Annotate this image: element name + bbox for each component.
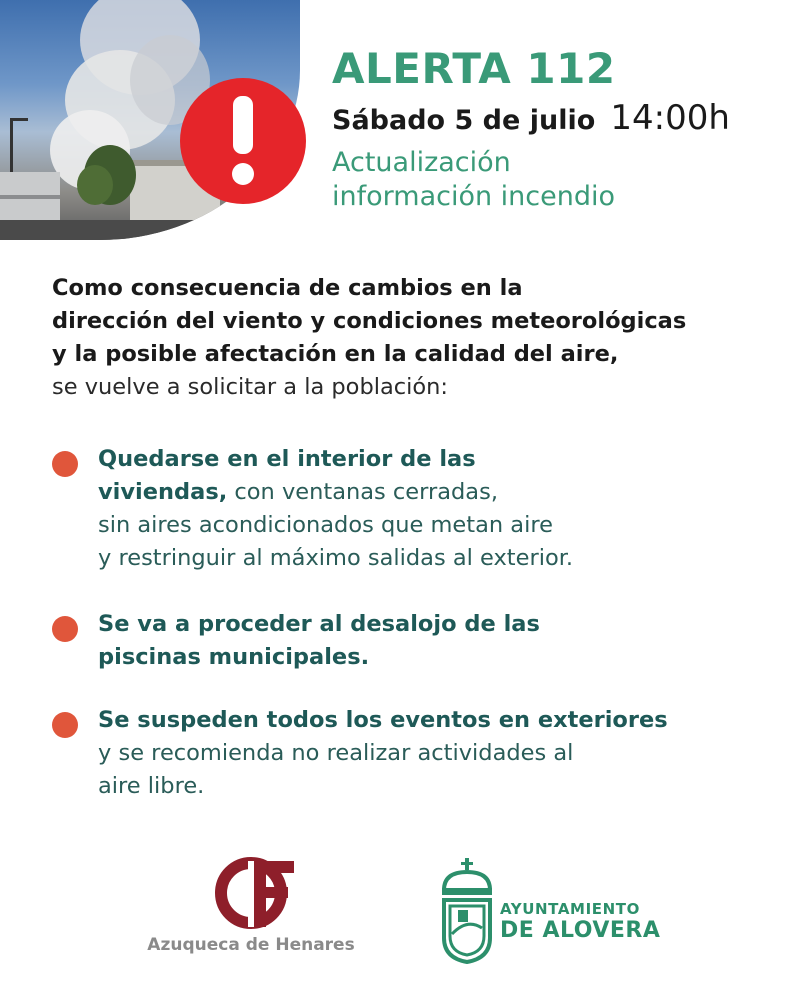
intro-bold-line: y la posible afectación en la calidad del aire, bbox=[52, 341, 619, 367]
item-bold-text: piscinas municipales. bbox=[98, 644, 370, 670]
alovera-line-2: DE ALOVERA bbox=[500, 918, 661, 943]
list-item-text bbox=[98, 704, 778, 803]
alert-title: ALERTA 112 bbox=[332, 44, 616, 93]
azuqueca-logo bbox=[136, 855, 366, 965]
intro-bold-line: dirección del viento y condiciones meteorológicas bbox=[52, 308, 687, 334]
list-item-text bbox=[98, 443, 778, 575]
dot-bullet-icon bbox=[52, 712, 78, 738]
item-bold-text: Se suspeden todos los eventos en exteriores bbox=[98, 707, 668, 733]
subtitle-line: información incendio bbox=[332, 181, 616, 212]
exclamation-alert-icon bbox=[178, 76, 308, 206]
alert-time: 14:00h bbox=[610, 98, 730, 138]
alovera-line-1: AYUNTAMIENTO bbox=[500, 900, 640, 918]
item-light-text: con ventanas cerradas, bbox=[227, 479, 498, 505]
item-bold-text: Se va a proceder al desalojo de las bbox=[98, 611, 540, 637]
intro-light-line: se vuelve a solicitar a la población: bbox=[52, 374, 448, 400]
azuqueca-emblem-icon bbox=[136, 855, 366, 933]
intro-paragraph bbox=[52, 272, 772, 404]
azuqueca-logo-text: Azuqueca de Henares bbox=[147, 935, 355, 955]
alovera-logo bbox=[438, 858, 668, 968]
alovera-coat-of-arms-icon bbox=[438, 858, 496, 964]
intro-bold-line: Como consecuencia de cambios en la bbox=[52, 275, 523, 301]
alovera-logo-text bbox=[500, 900, 660, 943]
list-item-text bbox=[98, 608, 778, 674]
item-light-text: y se recomienda no realizar actividades al bbox=[98, 740, 574, 766]
subtitle-line: Actualización bbox=[332, 147, 511, 178]
dot-bullet-icon bbox=[52, 616, 78, 642]
item-light-text: aire libre. bbox=[98, 773, 205, 799]
item-bold-text: viviendas, bbox=[98, 479, 228, 505]
item-bold-text: Quedarse en el interior de las bbox=[98, 446, 476, 472]
alert-subtitle bbox=[332, 146, 772, 214]
alert-date: Sábado 5 de julio bbox=[332, 105, 596, 136]
date-line bbox=[332, 98, 730, 138]
item-light-text: y restringuir al máximo salidas al exterior. bbox=[98, 545, 574, 571]
item-light-text: sin aires acondicionados que metan aire bbox=[98, 512, 553, 538]
dot-bullet-icon bbox=[52, 451, 78, 477]
